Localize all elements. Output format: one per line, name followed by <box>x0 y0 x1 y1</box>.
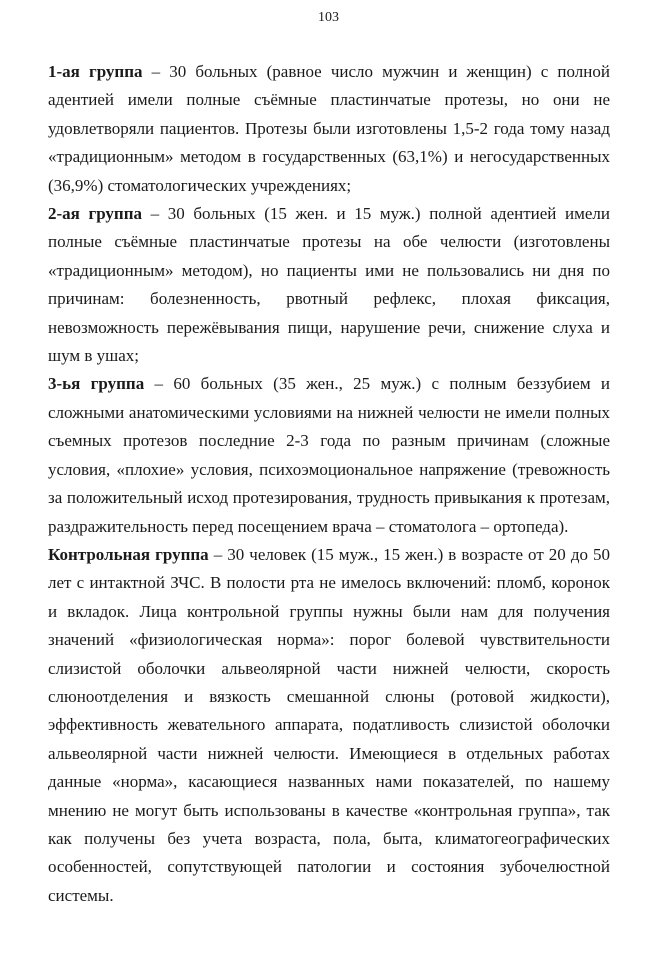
paragraph-group-3 <box>48 370 610 540</box>
paragraph-text-group-1: – 30 больных (равное число мужчин и женщин) с полной адентией имели полные съёмные пластинчатые протезы, но они не удовлетворяли пациентов. Протезы были изготовлены 1,5-2 года тому назад «традиционным» методом в государственных (63,1%) и негосударственных (36,9%) стоматологических учреждениях; <box>48 62 610 195</box>
paragraph-group-2 <box>48 200 610 370</box>
paragraph-text-control-group: – 30 человек (15 муж., 15 жен.) в возрасте от 20 до 50 лет с интактной ЗЧС. В полости рта не имелось включений: пломб, коронок и вкладок. Лица контрольной группы нужны были нам для получения значений «физиологическая норма»: порог болевой чувствительности слизистой оболочки альвеолярной части нижней челюсти, скорость слюноотделения и вязкость смешанной слюны (ротовой жидкости), эффективность жевательного аппарата, податливость слизистой оболочки альвеолярной части нижней челюсти. Имеющиеся в отдельных работах данные «норма», касающиеся названных нами показателей, по нашему мнению не могут быть использованы в качестве «контрольная группа», так как получены без учета возраста, пола, быта, климатогеографических особенностей, сопутствующей патологии и состояния зубочелюстной системы. <box>48 544 611 905</box>
paragraph-lead-control-group: Контрольная группа <box>48 544 209 564</box>
paragraph-lead-group-1: 1-ая группа <box>48 62 143 81</box>
page-number: 103 <box>318 10 339 25</box>
paragraph-group-1 <box>48 58 610 200</box>
paragraph-text-group-3: – 60 больных (35 жен., 25 муж.) с полным беззубием и сложными анатомическими условиями на нижней челюсти не имели полных съемных протезов последние 2-3 года по разным причинам (сложные условия, «плохие» условия, психоэмоциональное напряжение (тревожность за положительный исход протезирования, трудность привыкания к протезам, раздражительность перед посещением врача – стоматолога – ортопеда). <box>48 374 611 536</box>
paragraph-lead-group-3: 3-ья группа <box>48 374 145 394</box>
document-body <box>48 58 610 910</box>
paragraph-lead-group-2: 2-ая группа <box>48 204 143 224</box>
paragraph-control-group <box>48 541 610 910</box>
paragraph-text-group-2: – 30 больных (15 жен. и 15 муж.) полной адентией имели полные съёмные пластинчатые протезы на обе челюсти (изготовлены «традиционным» методом), но пациенты ими не пользовались ни дня по причинам: болезненность, рвотный рефлекс, плохая фиксация, невозможность пережёвывания пищи, нарушение речи, снижение слуха и шум в ушах; <box>48 204 610 366</box>
